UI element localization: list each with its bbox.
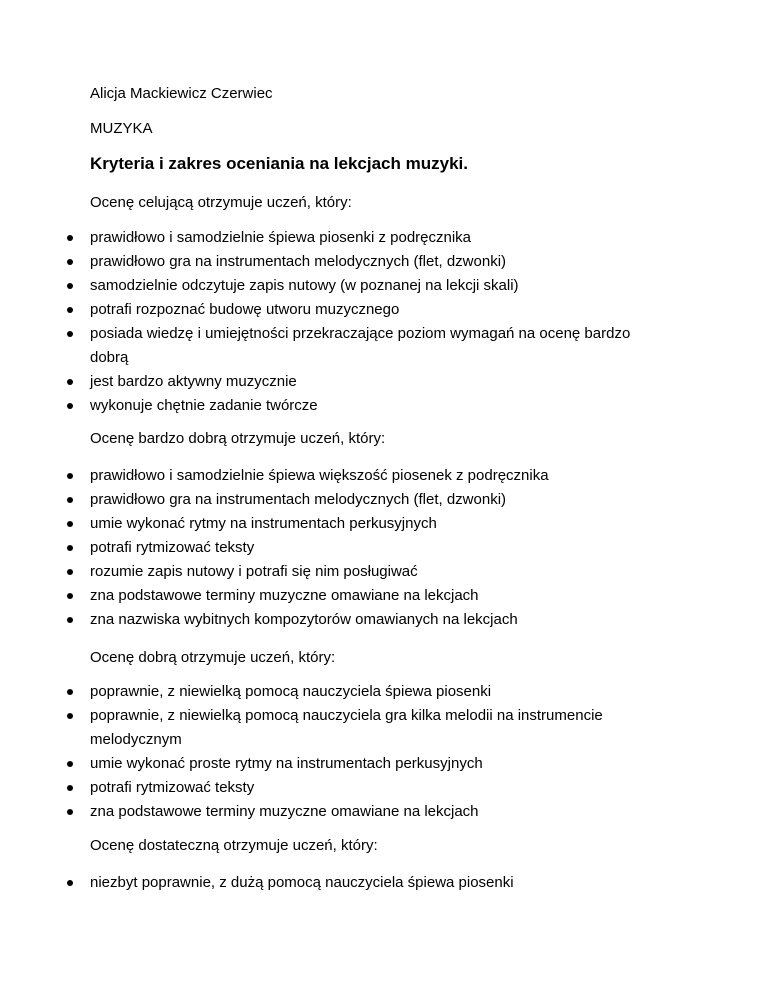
bullet-icon — [67, 713, 73, 719]
list-item: wykonuje chętnie zadanie twórcze — [0, 394, 700, 418]
section-intro-celujaca: Ocenę celującą otrzymuje uczeń, który: — [90, 194, 352, 211]
bullet-icon — [67, 473, 73, 479]
list-item: umie wykonać proste rytmy na instrumentach perkusyjnych — [0, 752, 700, 776]
bullet-icon — [67, 761, 73, 767]
bullet-icon — [67, 283, 73, 289]
section-intro-bardzo-dobra: Ocenę bardzo dobrą otrzymuje uczeń, który: — [90, 430, 386, 447]
list-item: prawidłowo i samodzielnie śpiewa piosenki z podręcznika — [0, 226, 700, 250]
bullet-icon — [67, 785, 73, 791]
list-item: zna podstawowe terminy muzyczne omawiane na lekcjach — [0, 584, 700, 608]
bullet-icon — [67, 235, 73, 241]
bullet-icon — [67, 379, 73, 385]
list-item: potrafi rytmizować teksty — [0, 536, 700, 560]
criteria-list-dostateczna — [0, 871, 700, 895]
bullet-icon — [67, 497, 73, 503]
bullet-icon — [67, 521, 73, 527]
list-item: zna nazwiska wybitnych kompozytorów omawianych na lekcjach — [0, 608, 700, 632]
bullet-icon — [67, 593, 73, 599]
document-title: Kryteria i zakres oceniania na lekcjach muzyki. — [90, 154, 468, 173]
list-item: umie wykonać rytmy na instrumentach perkusyjnych — [0, 512, 700, 536]
bullet-icon — [67, 259, 73, 265]
list-item: potrafi rozpoznać budowę utworu muzycznego — [0, 298, 700, 322]
subject-label: MUZYKA — [90, 120, 153, 137]
list-item: jest bardzo aktywny muzycznie — [0, 370, 700, 394]
list-item: rozumie zapis nutowy i potrafi się nim posługiwać — [0, 560, 700, 584]
section-intro-dobra: Ocenę dobrą otrzymuje uczeń, który: — [90, 649, 336, 666]
criteria-list-celujaca — [0, 226, 700, 418]
bullet-icon — [67, 689, 73, 695]
list-item: prawidłowo gra na instrumentach melodycznych (flet, dzwonki) — [0, 488, 700, 512]
list-item: zna podstawowe terminy muzyczne omawiane na lekcjach — [0, 800, 700, 824]
bullet-icon — [67, 403, 73, 409]
list-item: samodzielnie odczytuje zapis nutowy (w poznanej na lekcji skali) — [0, 274, 700, 298]
bullet-icon — [67, 809, 73, 815]
list-item: poprawnie, z niewielką pomocą nauczyciela gra kilka melodii na instrumencie melodycznym — [0, 704, 700, 752]
list-item: prawidłowo i samodzielnie śpiewa większość piosenek z podręcznika — [0, 464, 700, 488]
bullet-icon — [67, 617, 73, 623]
section-intro-dostateczna: Ocenę dostateczną otrzymuje uczeń, który: — [90, 837, 378, 854]
bullet-icon — [67, 880, 73, 886]
bullet-icon — [67, 569, 73, 575]
list-item: posiada wiedzę i umiejętności przekraczające poziom wymagań na ocenę bardzo dobrą — [0, 322, 700, 370]
list-item: poprawnie, z niewielką pomocą nauczyciela śpiewa piosenki — [0, 680, 700, 704]
author-name: Alicja Mackiewicz Czerwiec — [90, 85, 273, 102]
bullet-icon — [67, 331, 73, 337]
list-item: prawidłowo gra na instrumentach melodycznych (flet, dzwonki) — [0, 250, 700, 274]
list-item: niezbyt poprawnie, z dużą pomocą nauczyciela śpiewa piosenki — [0, 871, 700, 895]
bullet-icon — [67, 307, 73, 313]
bullet-icon — [67, 545, 73, 551]
list-item: potrafi rytmizować teksty — [0, 776, 700, 800]
criteria-list-dobra — [0, 680, 700, 824]
criteria-list-bardzo-dobra — [0, 464, 700, 632]
